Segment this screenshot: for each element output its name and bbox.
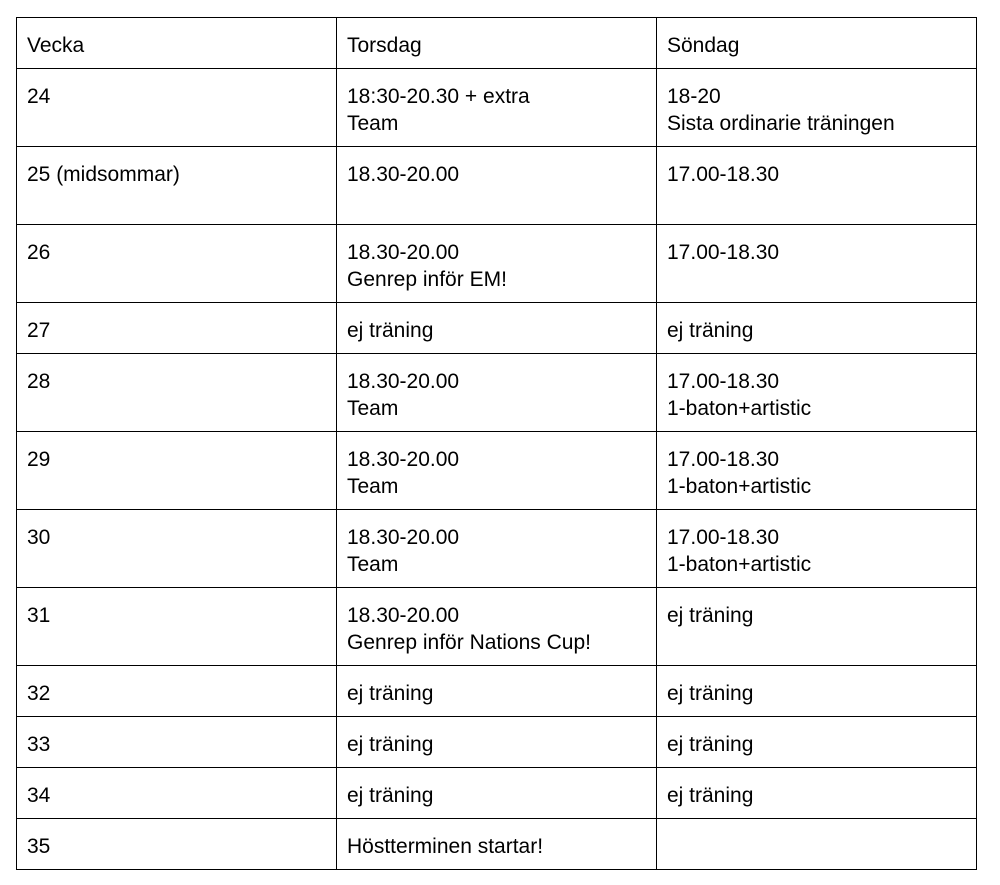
sunday-cell	[657, 768, 977, 819]
thursday-time: 18.30-20.00	[347, 370, 460, 393]
table-header-row	[17, 18, 977, 69]
training-schedule-table	[16, 17, 977, 870]
thursday-note: Team	[347, 553, 399, 576]
thursday-cell	[337, 69, 657, 147]
sunday-note: 1-baton+artistic	[667, 475, 812, 498]
week-number: 27	[27, 319, 51, 342]
thursday-time: Höstterminen startar!	[347, 835, 544, 858]
week-number: 30	[27, 526, 51, 549]
week-cell	[17, 666, 337, 717]
week-number: 29	[27, 448, 51, 471]
header-cell-thursday	[337, 18, 657, 69]
week-cell	[17, 147, 337, 225]
sunday-time: ej träning	[667, 604, 754, 627]
header-week-label: Vecka	[27, 34, 85, 57]
thursday-time: 18.30-20.00	[347, 241, 460, 264]
table-row	[17, 768, 977, 819]
thursday-cell	[337, 819, 657, 870]
sunday-note: 1-baton+artistic	[667, 553, 812, 576]
thursday-time: 18.30-20.00	[347, 526, 460, 549]
table-row	[17, 510, 977, 588]
header-thursday-label: Torsdag	[347, 34, 422, 57]
table-row	[17, 588, 977, 666]
sunday-time: 17.00-18.30	[667, 526, 780, 549]
sunday-cell	[657, 717, 977, 768]
sunday-note: 1-baton+artistic	[667, 397, 812, 420]
table-row	[17, 225, 977, 303]
sunday-cell	[657, 666, 977, 717]
week-cell	[17, 588, 337, 666]
thursday-time: ej träning	[347, 733, 434, 756]
thursday-cell	[337, 717, 657, 768]
table-row	[17, 354, 977, 432]
thursday-cell	[337, 666, 657, 717]
sunday-cell	[657, 147, 977, 225]
thursday-time: ej träning	[347, 682, 434, 705]
thursday-time: 18:30-20.30 + extra	[347, 85, 530, 108]
thursday-note: Genrep inför EM!	[347, 268, 507, 291]
sunday-cell	[657, 432, 977, 510]
sunday-time: ej träning	[667, 733, 754, 756]
week-cell	[17, 354, 337, 432]
sunday-cell	[657, 510, 977, 588]
week-number: 28	[27, 370, 51, 393]
thursday-time: 18.30-20.00	[347, 163, 460, 186]
table-row	[17, 717, 977, 768]
week-number: 35	[27, 835, 51, 858]
thursday-time: 18.30-20.00	[347, 448, 460, 471]
week-cell	[17, 819, 337, 870]
sunday-time: 17.00-18.30	[667, 163, 780, 186]
thursday-cell	[337, 510, 657, 588]
week-cell	[17, 69, 337, 147]
week-number: 31	[27, 604, 51, 627]
sunday-time: ej träning	[667, 784, 754, 807]
week-cell	[17, 432, 337, 510]
header-cell-week	[17, 18, 337, 69]
week-cell	[17, 303, 337, 354]
thursday-cell	[337, 768, 657, 819]
week-number: 25 (midsommar)	[27, 163, 180, 186]
thursday-time: 18.30-20.00	[347, 604, 460, 627]
week-number: 26	[27, 241, 51, 264]
week-number: 33	[27, 733, 51, 756]
sunday-time: 17.00-18.30	[667, 370, 780, 393]
week-number: 34	[27, 784, 51, 807]
week-cell	[17, 717, 337, 768]
week-cell	[17, 768, 337, 819]
week-number: 32	[27, 682, 51, 705]
header-cell-sunday	[657, 18, 977, 69]
thursday-cell	[337, 354, 657, 432]
table-row	[17, 666, 977, 717]
thursday-note: Team	[347, 397, 399, 420]
sunday-time: 17.00-18.30	[667, 448, 780, 471]
header-sunday-label: Söndag	[667, 34, 740, 57]
table-row	[17, 819, 977, 870]
thursday-time: ej träning	[347, 784, 434, 807]
thursday-cell	[337, 432, 657, 510]
sunday-cell	[657, 69, 977, 147]
sunday-time: ej träning	[667, 319, 754, 342]
sunday-cell	[657, 354, 977, 432]
thursday-cell	[337, 303, 657, 354]
sunday-cell	[657, 588, 977, 666]
thursday-note: Genrep inför Nations Cup!	[347, 631, 591, 654]
sunday-cell	[657, 225, 977, 303]
thursday-time: ej träning	[347, 319, 434, 342]
sunday-time: 18-20	[667, 85, 721, 108]
sunday-time: 17.00-18.30	[667, 241, 780, 264]
thursday-note: Team	[347, 475, 399, 498]
week-number: 24	[27, 85, 51, 108]
sunday-cell	[657, 819, 977, 870]
sunday-time: ej träning	[667, 682, 754, 705]
thursday-cell	[337, 225, 657, 303]
thursday-cell	[337, 147, 657, 225]
week-cell	[17, 510, 337, 588]
table-row	[17, 69, 977, 147]
table-row	[17, 147, 977, 225]
table-row	[17, 303, 977, 354]
sunday-note: Sista ordinarie träningen	[667, 112, 895, 135]
thursday-cell	[337, 588, 657, 666]
table-row	[17, 432, 977, 510]
thursday-note: Team	[347, 112, 399, 135]
sunday-cell	[657, 303, 977, 354]
week-cell	[17, 225, 337, 303]
